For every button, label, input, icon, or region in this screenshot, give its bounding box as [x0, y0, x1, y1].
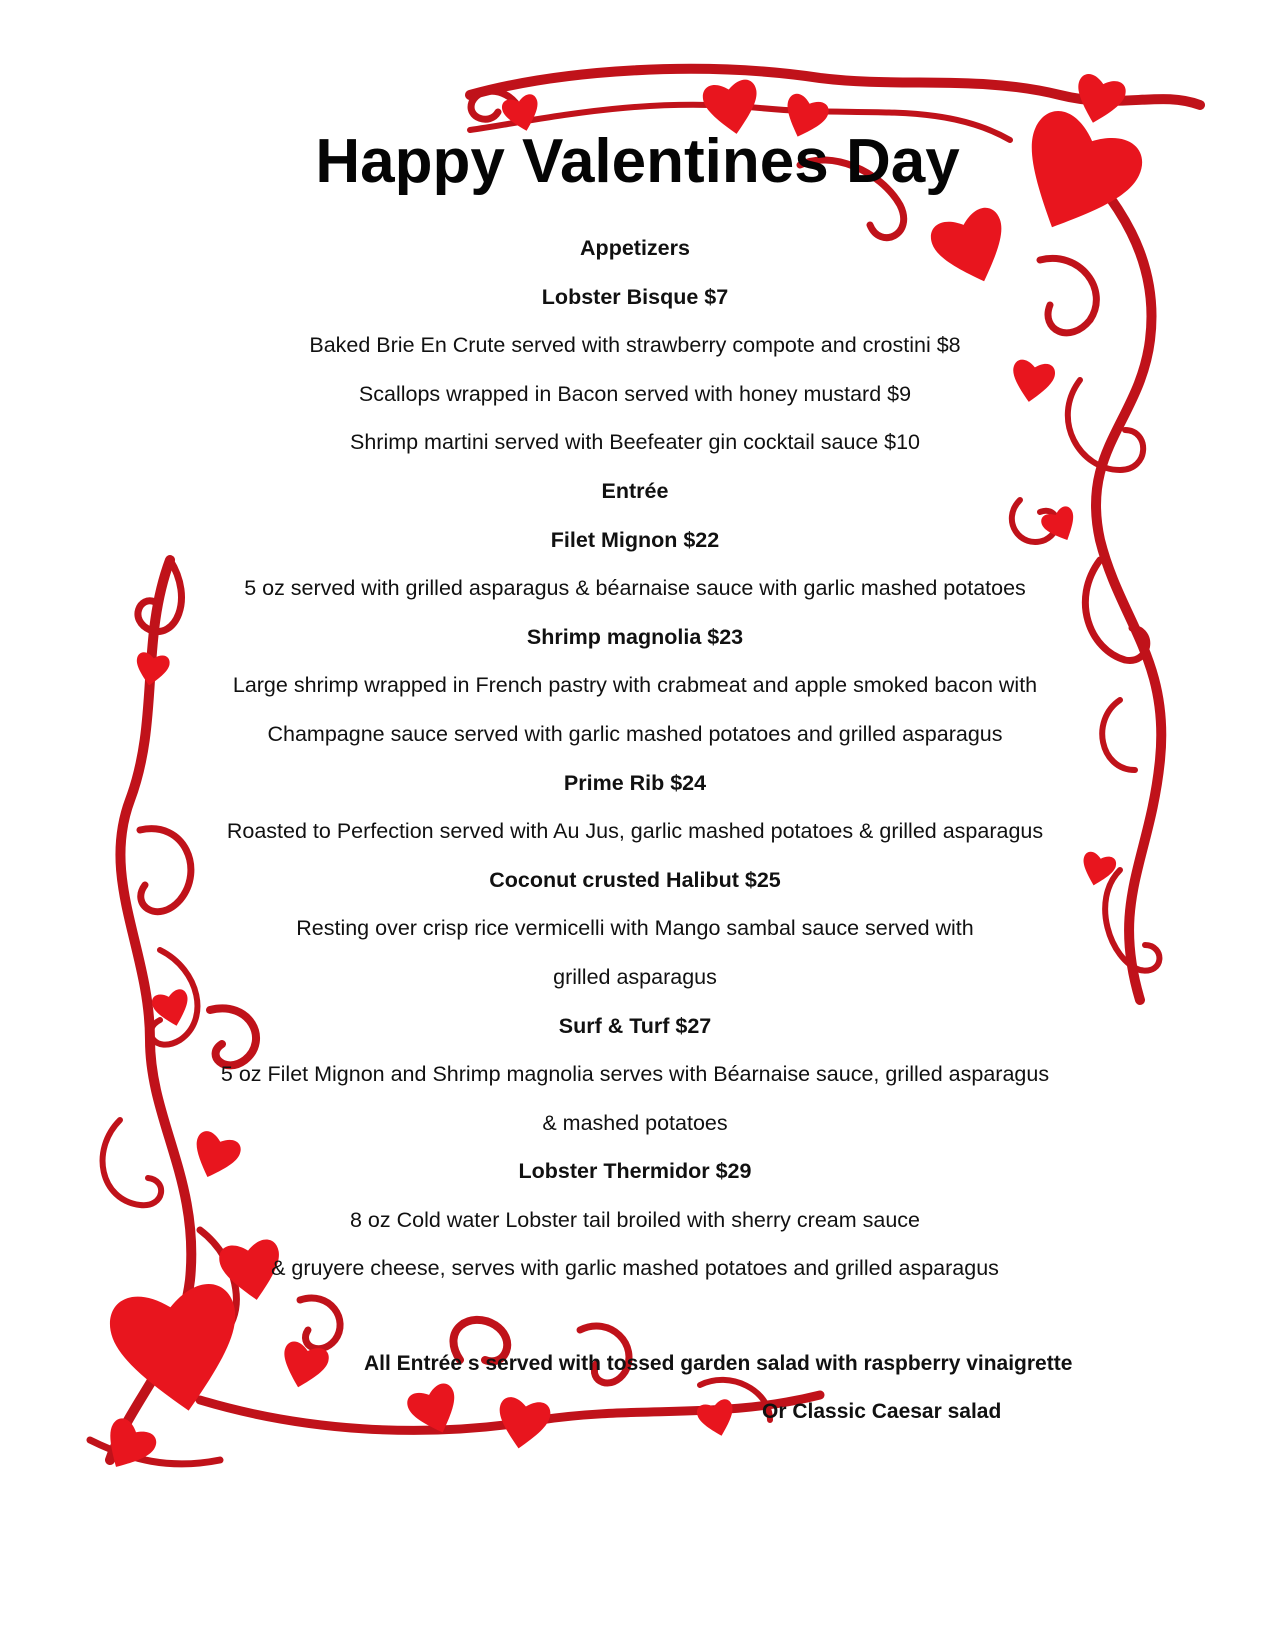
menu-heading: Surf & Turf $27	[558, 1013, 712, 1038]
menu-description: Resting over crisp rice vermicelli with Mango sambal sauce served with	[296, 916, 974, 941]
menu-description: Scallops wrapped in Bacon served with honey mustard $9	[358, 381, 912, 406]
footer-salad-note: All Entrée s served with tossed garden salad with raspberry vinaigrette	[364, 1352, 1073, 1375]
menu-heading: Entrée	[601, 478, 669, 503]
menu-description: Large shrimp wrapped in French pastry with crabmeat and apple smoked bacon with	[232, 673, 1038, 698]
menu-heading: Prime Rib $24	[563, 770, 707, 795]
menu-description: Shrimp martini served with Beefeater gin cocktail sauce $10	[349, 430, 921, 455]
menu-heading: Appetizers	[580, 236, 690, 260]
menu-description: 5 oz served with grilled asparagus & béarnaise sauce with garlic mashed potatoes	[244, 576, 1026, 601]
menu-body	[195, 224, 1075, 1293]
menu-description: grilled asparagus	[553, 964, 717, 989]
menu-description: 8 oz Cold water Lobster tail broiled with sherry cream sauce	[349, 1207, 920, 1232]
menu-heading: Filet Mignon $22	[550, 527, 720, 552]
menu-heading: Shrimp magnolia $23	[526, 624, 744, 649]
menu-description: Roasted to Perfection served with Au Jus, garlic mashed potatoes & grilled asparagus	[226, 819, 1044, 844]
menu-heading: Lobster Bisque $7	[541, 284, 729, 309]
menu-heading: Coconut crusted Halibut $25	[489, 867, 781, 892]
menu-description: Baked Brie En Crute served with strawberry compote and crostini $8	[309, 333, 961, 358]
menu-description: & mashed potatoes	[542, 1110, 728, 1135]
menu-description: & gruyere cheese, serves with garlic mashed potatoes and grilled asparagus	[271, 1256, 999, 1281]
footer-caesar-option: Or Classic Caesar salad	[762, 1400, 1002, 1423]
menu-description: Champagne sauce served with garlic mashed potatoes and grilled asparagus	[267, 721, 1003, 746]
menu-heading: Lobster Thermidor $29	[518, 1159, 752, 1184]
menu-description: 5 oz Filet Mignon and Shrimp magnolia serves with Béarnaise sauce, grilled asparagus	[220, 1062, 1050, 1087]
page-title: Happy Valentines Day	[315, 127, 960, 196]
